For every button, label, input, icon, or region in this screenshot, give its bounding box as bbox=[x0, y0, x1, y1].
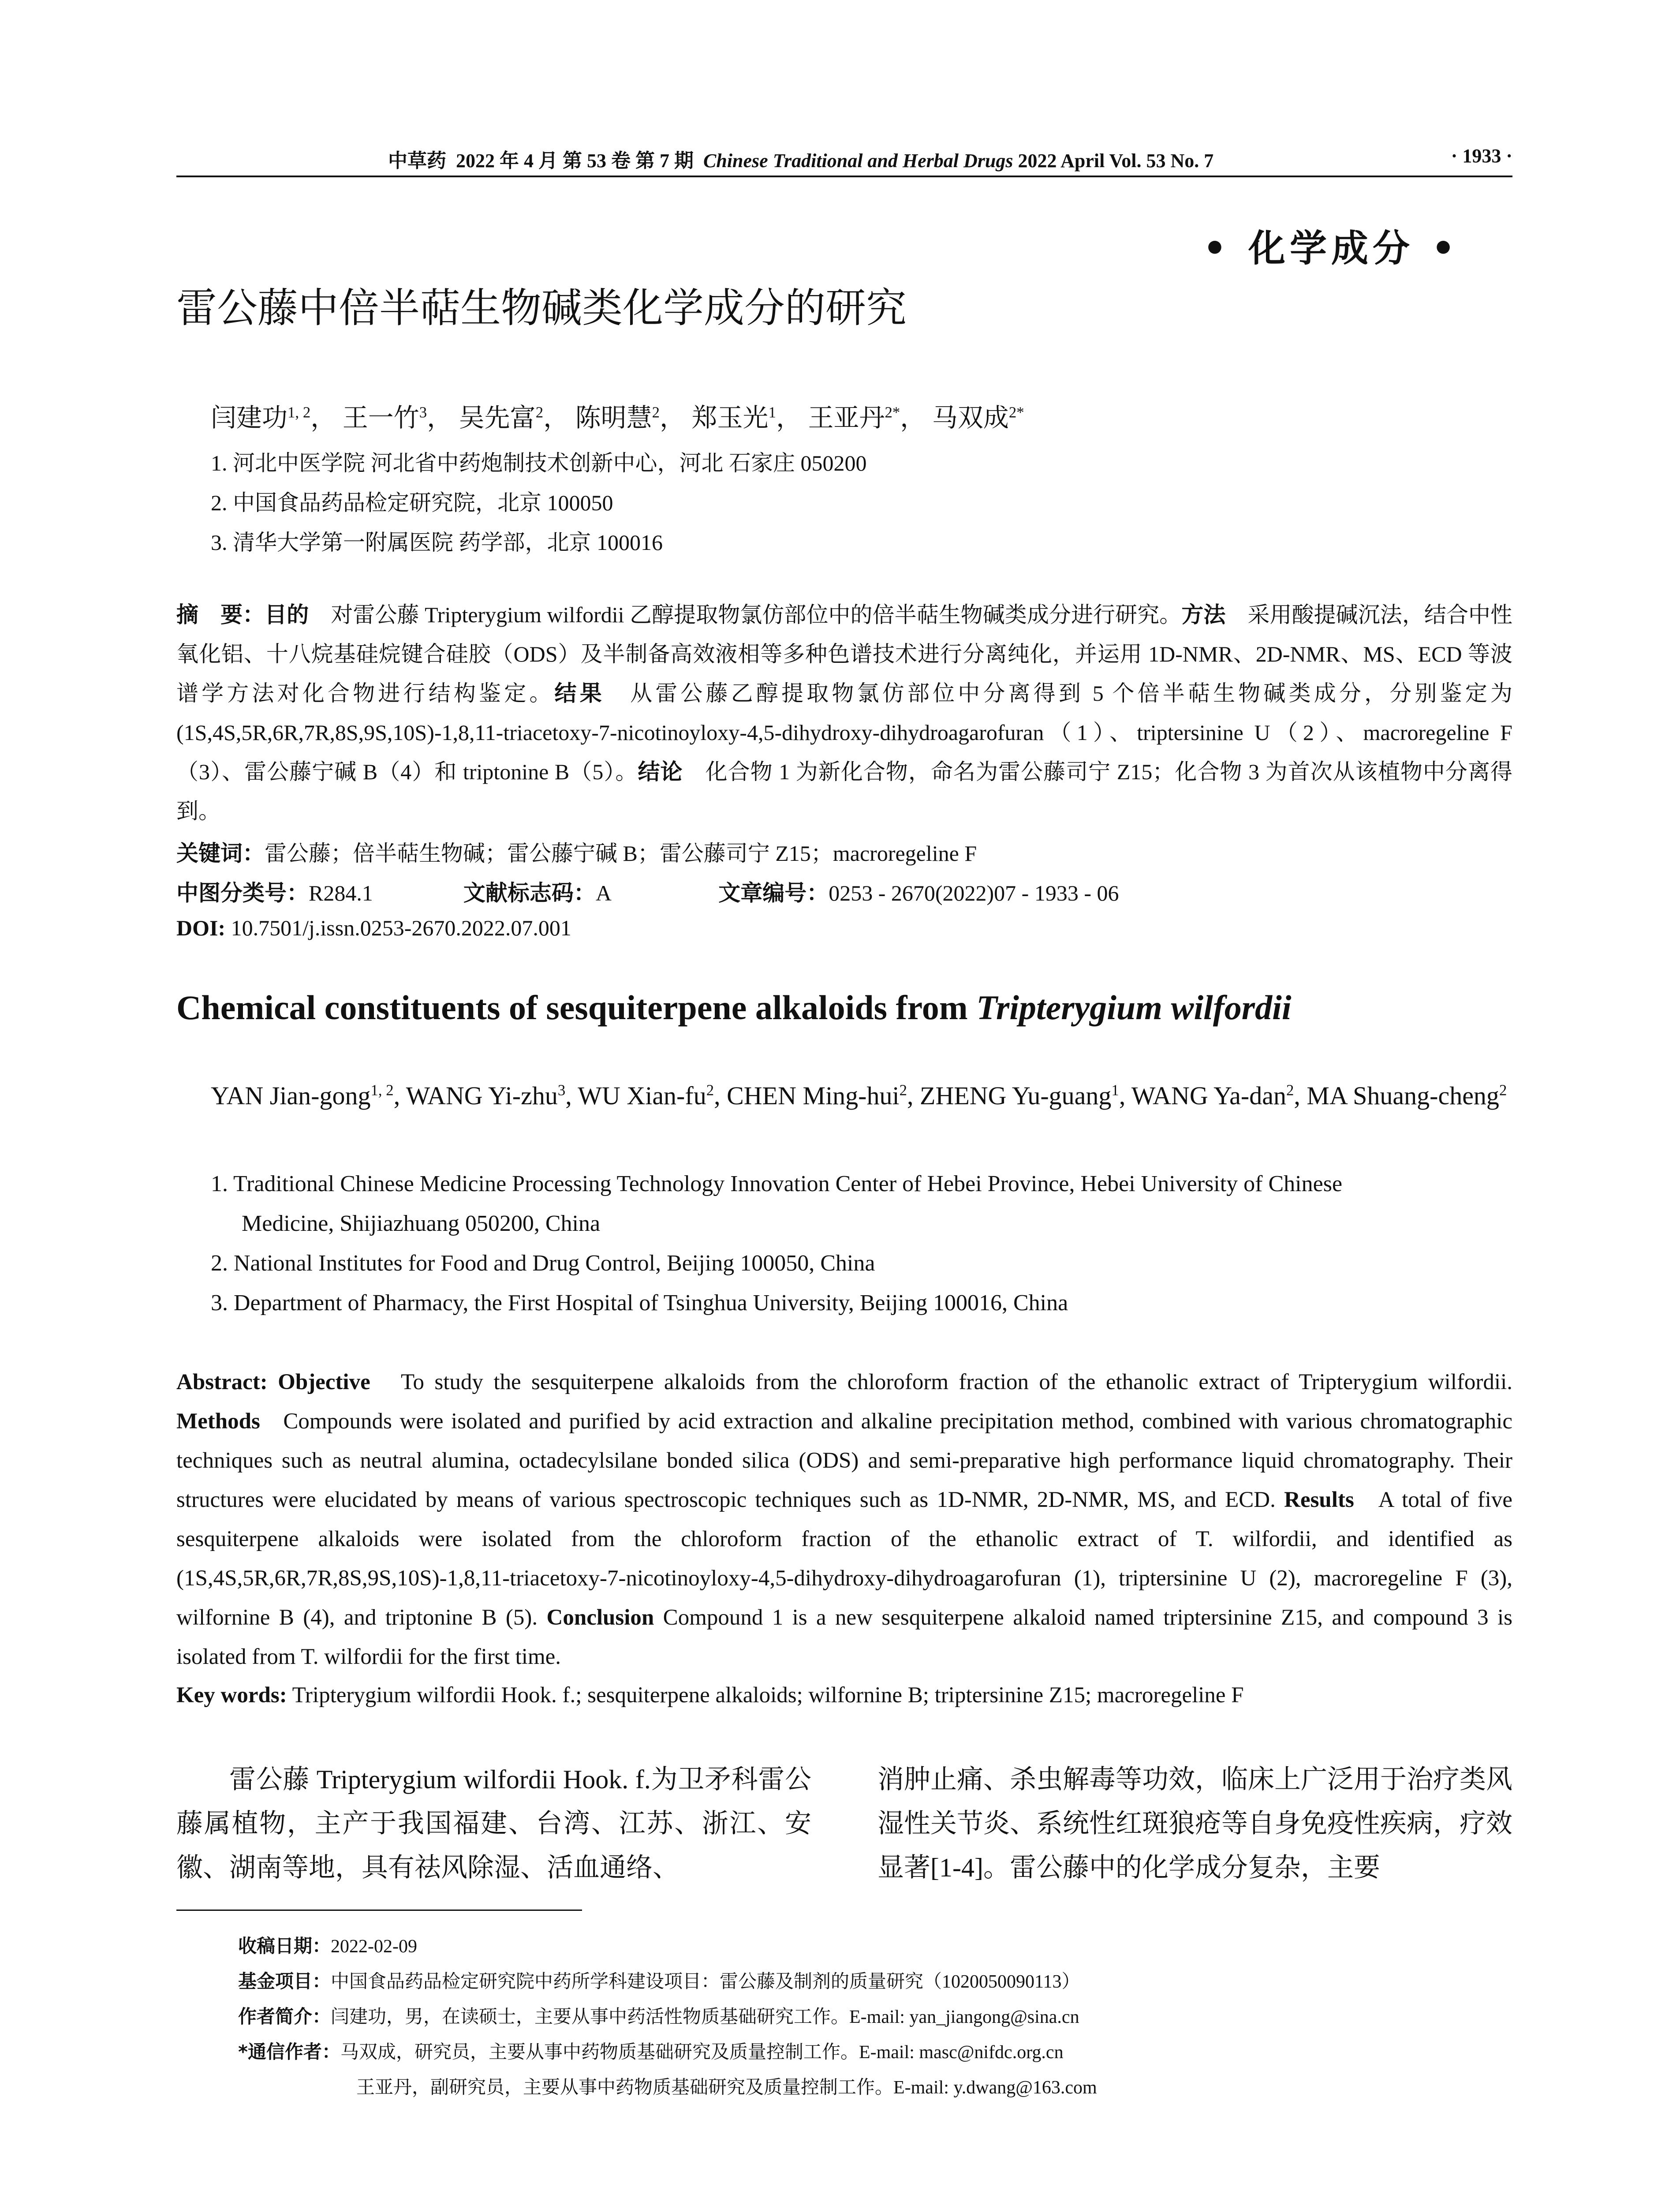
author-en: CHEN Ming-hui$^2$ bbox=[727, 1081, 907, 1110]
author-zh: 王一竹$^3$ bbox=[342, 404, 427, 432]
footnote-fund: 基金项目：中国食品药品检定研究院中药所学科建设项目：雷公藤及制剂的质量研究（1020050090113） bbox=[238, 1970, 1080, 1992]
affiliation-en-2: 2. National Institutes for Food and Drug Control, Beijing 100050, China bbox=[211, 1251, 875, 1276]
footnote-rule bbox=[176, 1910, 582, 1911]
author-en: WANG Ya-dan$^2$ bbox=[1131, 1081, 1294, 1110]
journal-name-zh: 中草药 bbox=[388, 150, 446, 172]
authors-zh: 闫建功$^{1, 2}$， 王一竹$^3$， 吴先富$^2$， 陈明慧$^2$， 郑玉光$^1$， 王亚丹$^{2*}$， 马双成$^{2*}$ bbox=[211, 404, 1024, 432]
conclusion-label: 结论 bbox=[638, 759, 683, 785]
author-zh: 马双成$^{2*}$ bbox=[932, 404, 1024, 432]
affiliation-zh-1: 1. 河北中医学院 河北省中药炮制技术创新中心，河北 石家庄 050200 bbox=[211, 451, 867, 475]
header-rule bbox=[176, 176, 1512, 177]
abstract-zh-label: 摘 要： bbox=[176, 602, 265, 628]
author-zh: 陈明慧$^2$ bbox=[575, 404, 660, 432]
author-zh: 郑玉光$^1$ bbox=[691, 404, 776, 432]
affiliation-en-1: 1. Traditional Chinese Medicine Processing Technology Innovation Center of Hebei Province, Hebei University of Chinese bbox=[211, 1171, 1343, 1196]
author-zh: 吴先富$^2$ bbox=[459, 404, 544, 432]
abstract-en: Abstract: Objective To study the sesquiterpene alkaloids from the chloroform fraction of the ethanolic extract of Tripterygium wilfordii. Methods Compounds were isolated and purified by acid extraction and alkaline precipitation method, combined with various chromatographic techniques such as neutral alumina, octadecylsilane bonded silica (ODS) and semi-preparative high performance liquid chromatography. Their structures were elucidated by means of various spectroscopic techniques such as 1D-NMR, 2D-NMR, MS, and ECD. Results A total of five sesquiterpene alkaloids were isolated from the chloroform fraction of the ethanolic extract of T. wilfordii, and identified as (1S,4S,5R,6R,7R,8S,9S,10S)-1,8,11-triacetoxy-7-nicotinoyloxy-4,5-dihydroxy-dihydroagarofuran (1), triptersinine U (2), macroregeline F (3), wilfornine B (4), and triptonine B (5). Conclusion Compound 1 is a new sesquiterpene alkaloid named triptersinine Z15, and compound 3 is isolated from T. wilfordii for the first time. bbox=[176, 1370, 1513, 1669]
authors-en: YAN Jian-gong$^{1, 2}$, WANG Yi-zhu$^3$, WU Xian-$fu^2$, CHEN Ming-hui$^2$, ZHENG Yu-guang$^1$, WANG Ya-dan$^2$, MA Shuang-cheng$^2$ bbox=[211, 1081, 1507, 1110]
author-en: YAN Jian-gong$^{1, 2}$ bbox=[211, 1081, 394, 1110]
footnote-corresponding: *通信作者：马双成，研究员，主要从事中药物质基础研究及质量控制工作。E-mail: masc@nifdc.org.cn bbox=[238, 2041, 1064, 2063]
affiliations-en bbox=[211, 1164, 1512, 1323]
footnote-received: 收稿日期：2022-02-09 bbox=[238, 1935, 417, 1957]
body-column-right: 消肿止痛、杀虫解毒等功效，临床上广泛用于治疗类风湿性关节炎、系统性红斑狼疮等自身免疫性疾病，疗效显著[1-4]。雷公藤中的化学成分复杂，主要 bbox=[877, 1765, 1512, 1882]
title-en: Chemical constituents of sesquiterpene alkaloids from Tripterygium wilfordii bbox=[176, 988, 1292, 1027]
body-column-left: 雷公藤 Tripterygium wilfordii Hook. f.为卫矛科雷公藤属植物，主产于我国福建、台湾、江苏、浙江、安徽、湖南等地，具有祛风除湿、活血通络、 bbox=[176, 1765, 811, 1882]
page-number: · 1933 · bbox=[1451, 145, 1512, 167]
doi-link[interactable]: 10.7501/j.issn.0253-2670.2022.07.001 bbox=[231, 916, 571, 940]
author-en: ZHENG Yu-guang$^1$ bbox=[920, 1081, 1119, 1110]
conclusion-text: 化合物 1 为新化合物，命名为雷公藤司宁 Z15；化合物 3 为首次从该植物中分离得到。 bbox=[176, 759, 1513, 823]
section-tag: • 化学成分 • bbox=[1203, 227, 1460, 270]
running-header bbox=[176, 140, 1512, 176]
journal-name-en: Chinese Traditional and Herbal Drugs bbox=[703, 150, 1013, 172]
results-text: 从雷公藤乙醇提取物氯仿部位中分离得到 5 个倍半萜生物碱类成分，分别鉴定为 (1S,4S,5R,6R,7R,8S,9S,10S)-1,8,11-triacetoxy-7-nicotinoyloxy-4,5-dihydroxy-dihydroagarofuran（1）、triptersinine U（2）、macroregeline F（3）、雷公藤宁碱 B（4）和 triptonine B（5）。 bbox=[176, 681, 1513, 784]
keywords-en: Key words: Tripterygium wilfordii Hook. f.; sesquiterpene alkaloids; wilfornine B; triptersinine Z15; macroregeline F bbox=[176, 1683, 1244, 1708]
affiliation-zh-3: 3. 清华大学第一附属医院 药学部，北京 100016 bbox=[211, 530, 663, 555]
affiliation-zh-2: 2. 中国食品药品检定研究院，北京 100050 bbox=[211, 490, 613, 515]
objective-text: 对雷公藤 Tripterygium wilfordii 乙醇提取物氯仿部位中的倍半萜生物碱类成分进行研究。 bbox=[331, 602, 1182, 627]
author-en: MA Shuang-cheng$^2$ bbox=[1307, 1081, 1507, 1110]
affiliation-en-3: 3. Department of Pharmacy, the First Hospital of Tsinghua University, Beijing 100016, China bbox=[211, 1290, 1068, 1316]
author-en: WANG Yi-zhu$^3$ bbox=[406, 1081, 566, 1110]
issue-zh: 2022 年 4 月 第 53 卷 第 7 期 bbox=[456, 150, 694, 172]
classification-line: 中图分类号：R284.1 文献标志码：A 文章编号：0253 - 2670(2022)07 - 1933 - 06 bbox=[176, 880, 1119, 906]
abstract-zh bbox=[176, 595, 1512, 831]
methods-text: 采用酸提碱沉法，结合中性氧化铝、十八烷基硅烷键合硅胶（ODS）及半制备高效液相等多种色谱技术进行分离纯化，并运用 1D-NMR、2D-NMR、MS、ECD 等波谱学方法对化合物进行结构鉴定。 bbox=[176, 602, 1513, 706]
footnote-corresponding-2: 王亚丹，副研究员，主要从事中药物质基础研究及质量控制工作。E-mail: y.dwang@163.com bbox=[356, 2078, 1097, 2098]
header-citation bbox=[388, 145, 1213, 173]
methods-label: 方法 bbox=[1181, 602, 1226, 628]
author-zh: 王亚丹$^{2*}$ bbox=[808, 404, 900, 432]
footnote-author: 作者简介：闫建功，男，在读硕士，主要从事中药活性物质基础研究工作。E-mail: yan_jiangong@sina.cn bbox=[238, 2006, 1079, 2027]
author-en: WU Xian-$fu^2$ bbox=[578, 1081, 714, 1110]
author-zh: 闫建功$^{1, 2}$ bbox=[211, 404, 311, 432]
doi-line: DOI: 10.7501/j.issn.0253-2670.2022.07.001 bbox=[176, 916, 571, 940]
results-label: 结果 bbox=[554, 680, 605, 706]
objective-label: 目的 bbox=[265, 602, 309, 628]
title-zh: 雷公藤中倍半萜生物碱类化学成分的研究 bbox=[176, 284, 907, 332]
issue-en: 2022 April Vol. 53 No. 7 bbox=[1018, 150, 1214, 172]
affiliation-en-1-cont: Medicine, Shijiazhuang 050200, China bbox=[242, 1211, 601, 1236]
keywords-zh: 关键词：雷公藤；倍半萜生物碱；雷公藤宁碱 B；雷公藤司宁 Z15；macroregeline F bbox=[176, 841, 977, 866]
